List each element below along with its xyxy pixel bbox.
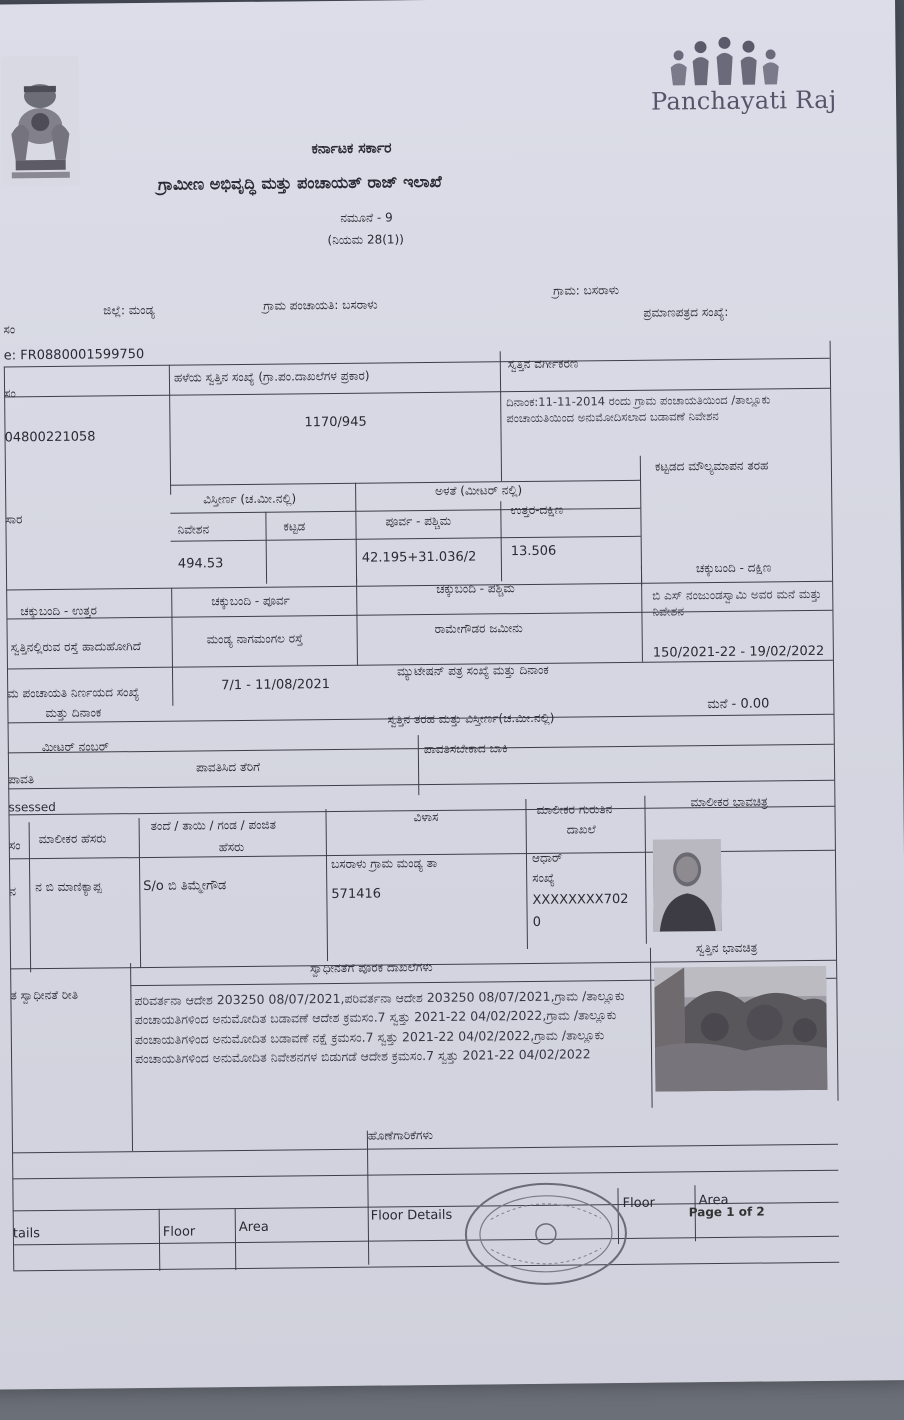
north-south-label: ಉತ್ತರ-ದಕ್ಷಿಣ bbox=[510, 502, 564, 518]
property-number-value: 1170/945 bbox=[304, 414, 367, 431]
resolution-label-2: ಮತ್ತು ದಿನಾಂಕ bbox=[45, 705, 102, 721]
official-seal-stamp bbox=[460, 1178, 631, 1290]
rule-line bbox=[355, 483, 357, 583]
floor-details-middle: Floor Details bbox=[370, 1207, 453, 1224]
owner-row-number: ನ bbox=[9, 884, 17, 899]
owner-col-father-2: ಹೆಸರು bbox=[218, 839, 245, 855]
rule-line bbox=[8, 744, 834, 754]
area-right: Area bbox=[698, 1192, 729, 1209]
measurement-label: ಅಳತೆ (ಮೀಟರ್ ನಲ್ಲಿ) bbox=[435, 483, 523, 498]
panchayati-raj-text: Panchayati Raj bbox=[650, 85, 837, 116]
owner-col-number: ಸಂ bbox=[8, 838, 21, 853]
ownership-type-stub: ತ ಸ್ವಾಧೀನತೆ ರೀತಿ bbox=[10, 987, 79, 1003]
owner-name: ನ ಬಿ ಮಾಣಿಕ್ಯಾಪ್ಪ bbox=[35, 879, 102, 895]
boundary-west-value: ರಾಮೇಗೌಡರ ಜಮೀನು bbox=[434, 621, 523, 636]
tax-due-label: ಪಾವತಿಸಬೇಕಾದ ಬಾಕಿ bbox=[423, 741, 508, 757]
rule-line bbox=[500, 351, 502, 481]
owner-col-father: ತಂದೆ / ತಾಯಿ / ಗಂಡ / ಪಂಜಿತ bbox=[150, 817, 276, 833]
form-id: e: FR0880001599750 bbox=[3, 346, 145, 364]
village-label: ಗ್ರಾಮ: ಬಸರಾಳು bbox=[552, 283, 620, 298]
tax-paid-label: ಪಾವತಿಸಿದ ತೆರಿಗೆ bbox=[195, 759, 261, 775]
rule-line bbox=[139, 818, 142, 968]
boundary-south-label: ಚಕ್ಕುಬಂದಿ - ದಕ್ಷಿಣ bbox=[695, 560, 772, 576]
floor-left: Floor bbox=[162, 1224, 196, 1240]
boundary-west-label: ಚಕ್ಕುಬಂದಿ - ಪಶ್ಚಿಮ bbox=[436, 581, 515, 596]
rule-line bbox=[525, 799, 528, 949]
rule-line bbox=[130, 963, 133, 1151]
owner-id-doc-2: ಸಂಖ್ಯೆ bbox=[532, 870, 555, 885]
certificate-number-label: ಪ್ರಮಾಣಪತ್ರದ ಸಂಖ್ಯೆ: bbox=[643, 304, 729, 320]
karnataka-emblem-logo bbox=[1, 56, 80, 187]
property-number-label: ಹಳೆಯ ಸ್ವತ್ತಿನ ಸಂಖ್ಯೆ (ಗ್ರಾ.ಪಂ.ದಾಖಲೆಗಳ ಪ್ರಕಾರ) bbox=[173, 368, 370, 385]
rule-line bbox=[418, 735, 420, 795]
property-type-value: ದಿನಾಂಕ:11-11-2014 ರಂದು ಗ್ರಾಮ ಪಂಚಾಯತಿಯಿಂದ /ತಾಲ್ಲೂಕು ಪಂಚಾಯತಿಯಿಂದ ಅನುಮೋದಿಸಲಾದ ಬಡಾವಣೆ ನಿವೇಶನ bbox=[506, 392, 771, 425]
owner-id-doc-4: 0 bbox=[532, 914, 542, 930]
owner-col-name: ಮಾಲೀಕರ ಹೆಸರು bbox=[38, 831, 107, 847]
owner-id-doc-3: XXXXXXXX702 bbox=[532, 891, 629, 908]
mutation-label: ಮ್ಯುಟೇಷನ್ ಪತ್ರ ಸಂಖ್ಯೆ ಮತ್ತು ದಿನಾಂಕ bbox=[396, 662, 549, 679]
rule-line bbox=[235, 1208, 237, 1270]
site-label: ನಿವೇಶನ bbox=[177, 522, 210, 537]
mutation-value: 150/2021-22 - 19/02/2022 bbox=[652, 643, 825, 661]
rule-line bbox=[265, 512, 267, 584]
property-type-area-value: ಮನೆ - 0.00 bbox=[707, 696, 770, 713]
rule-line bbox=[8, 780, 834, 790]
rule-line bbox=[13, 1236, 839, 1246]
rule-line bbox=[170, 508, 640, 514]
rule-line bbox=[500, 501, 502, 581]
property-photo-label: ಸ್ವತ್ತಿನ ಭಾವಚಿತ್ರ bbox=[695, 940, 758, 956]
ownership-docs-text: ಪರಿವರ್ತನಾ ಆದೇಶ 203250 08/07/2021,ಪರಿವರ್ತನಾ ಆದೇಶ 203250 08/07/2021,ಗ್ರಾಮ /ತಾಲ್ಲೂಕು ಪಂಚಾಯತಿಗಳಿಂದ ಅನುಮೋದಿತ ಬಡಾವಣೆ ಆದೇಶ ಕ್ರಮಸಂ.7 ಸ್ವತ್ತು 2021-22 04/02/2022,ಗ್ರಾಮ /ತಾಲ್ಲೂಕು ಪಂಚಾಯತಿಗಳಿಂದ ಅನುಮೋದಿತ ಬಡಾವಣೆ ನಕ್ಷೆ ಕ್ರಮಸಂ.7 ಸ್ವತ್ತು 2021-22 04/02/2022,ಗ್ರಾಮ /ತಾಲ್ಲೂಕು ಪಂಚಾಯತಿಗಳಿಂದ ಅನುಮೋದಿತ ನಿವೇಶನಗಳ ಬಿಡುಗಡೆ ಆದೇಶ ಕ್ರಮಸಂ.7 ಸ್ವತ್ತು 2021-22 04/02/2022 bbox=[134, 987, 625, 1067]
east-west-label: ಪೂರ್ವ - ಪಶ್ಚಿಮ bbox=[385, 513, 452, 529]
ownership-docs-label: ಸ್ವಾಧೀನತೆಗೆ ಪೂರಕ ದಾಖಲೆಗಳು bbox=[310, 959, 433, 976]
area-left: Area bbox=[238, 1219, 269, 1236]
rule-line bbox=[4, 366, 17, 1270]
row1-stub: ಸಂ bbox=[4, 386, 16, 401]
property-type-area-label: ಸ್ವತ್ತಿನ ತರಹ ಮತ್ತು ವಿಸ್ತೀರ್ಣ(ಚ.ಮೀ.ನಲ್ಲಿ) bbox=[387, 710, 555, 727]
owner-col-id: ಮಾಲೀಕರ ಗುರುತಿನ bbox=[536, 802, 613, 817]
boundary-south-value: ಬಿ ಎಸ್ ನಂಜುಂಡಸ್ವಾಮಿ ಅವರ ಮನೆ ಮತ್ತು ನಿವೇಶನ bbox=[652, 586, 822, 619]
rule-line bbox=[325, 809, 328, 961]
owner-address-2: 571416 bbox=[331, 886, 382, 903]
dept-title: ಗ್ರಾಮೀಣ ಅಭಿವೃದ್ಧಿ ಮತ್ತು ಪಂಚಾಯತ್ ರಾಜ್ ಇಲಾಖೆ bbox=[157, 171, 442, 194]
rule-line bbox=[12, 1170, 838, 1180]
north-south-value: 13.506 bbox=[510, 543, 557, 560]
rule-line bbox=[367, 1131, 369, 1265]
rule-line bbox=[641, 566, 643, 662]
rule-line bbox=[29, 822, 32, 972]
liabilities-label: ಹೊಣೆಗಾರಿಕೆಗಳು bbox=[367, 1128, 433, 1143]
rule-line bbox=[169, 365, 171, 495]
site-area-value: 494.53 bbox=[177, 556, 224, 572]
rule-line bbox=[13, 1262, 839, 1272]
rule-line bbox=[171, 588, 173, 706]
gram-panchayat-label: ಗ್ರಾಮ ಪಂಚಾಯತಿ: ಬಸರಾಳು bbox=[263, 297, 378, 313]
rule-line bbox=[12, 1144, 838, 1154]
rule-line bbox=[830, 341, 839, 1101]
rule-line bbox=[650, 948, 653, 1108]
tax-status-stub: ಪಾವತಿ bbox=[8, 772, 35, 787]
owner-address-1: ಬಸರಾಳು ಗ್ರಾಮ ಮಂಡ್ಯ ತಾ bbox=[330, 855, 438, 872]
area-label: ವಿಸ್ತೀರ್ಣ (ಚ.ಮೀ.ನಲ್ಲಿ) bbox=[203, 491, 297, 507]
boundary-north-value: ಸ್ವತ್ತಿನಲ್ಲಿರುವ ರಸ್ತೆ ಹಾದುಹೋಗಿದೆ bbox=[10, 639, 142, 655]
boundary-north-label: ಚಕ್ಕುಬಂದಿ - ಉತ್ತರ bbox=[20, 603, 97, 619]
row2-stub: ಸಾರ bbox=[5, 512, 23, 527]
boundary-east-label: ಚಕ್ಕುಬಂದಿ - ಪೂರ್ವ bbox=[211, 593, 290, 609]
assessed-status: ssessed bbox=[8, 799, 56, 815]
floor-details-left: tails bbox=[12, 1226, 41, 1242]
owner-col-photo: ಮಾಲೀಕರ ಭಾವಚಿತ್ರ bbox=[690, 794, 768, 810]
rule-line bbox=[159, 1209, 161, 1271]
rule-number: (ನಿಯಮ 28(1)) bbox=[327, 232, 404, 248]
east-west-value: 42.195+31.036/2 bbox=[361, 549, 477, 566]
building-tax-type-label: ಕಟ್ಟಡದ ಮೌಲ್ಯಮಾಪನ ತರಹ bbox=[654, 458, 769, 474]
page-number: Page 1 of 2 bbox=[688, 1204, 765, 1220]
resolution-label-1: ಮ ಪಂಚಾಯತಿ ನಿರ್ಣಯದ ಸಂಖ್ಯೆ bbox=[7, 685, 140, 701]
rule-line bbox=[171, 536, 641, 542]
left-stub-top: ಸಂ bbox=[3, 322, 16, 337]
owner-father-name: S/o ಬಿ ತಿಮ್ಮೇಗೌಡ bbox=[143, 878, 227, 895]
building-label: ಕಟ್ಟಡ bbox=[283, 519, 306, 534]
owner-col-address: ವಿಳಾಸ bbox=[413, 809, 439, 825]
owner-col-id-2: ದಾಖಲೆ bbox=[566, 822, 596, 837]
property-photo bbox=[654, 966, 827, 1092]
floor-right: Floor bbox=[622, 1195, 656, 1212]
property-id-value: 04800221058 bbox=[4, 429, 96, 446]
rule-line bbox=[170, 480, 640, 486]
form-number: ನಮೂನೆ - 9 bbox=[340, 210, 393, 225]
meter-number-label: ಮೀಟರ್ ನಂಬರ್ bbox=[41, 739, 110, 755]
boundary-east-value: ಮಂಡ್ಯ ನಾಗಮಂಗಲ ರಸ್ತೆ bbox=[206, 631, 304, 647]
rule-line bbox=[644, 796, 647, 944]
district-label: ಜಿಲ್ಲೆ: ಮಂಡ್ಯ bbox=[103, 302, 155, 318]
rule-line bbox=[356, 576, 358, 666]
govt-title: ಕರ್ನಾಟಕ ಸರ್ಕಾರ bbox=[311, 140, 392, 158]
owner-id-doc-1: ಆಧಾರ್ bbox=[531, 850, 563, 865]
resolution-value: 7/1 - 11/08/2021 bbox=[221, 677, 331, 694]
owner-photo bbox=[653, 839, 722, 932]
property-type-label: ಸ್ವತ್ತಿನ ವರ್ಗೀಕರಣ bbox=[507, 356, 579, 372]
